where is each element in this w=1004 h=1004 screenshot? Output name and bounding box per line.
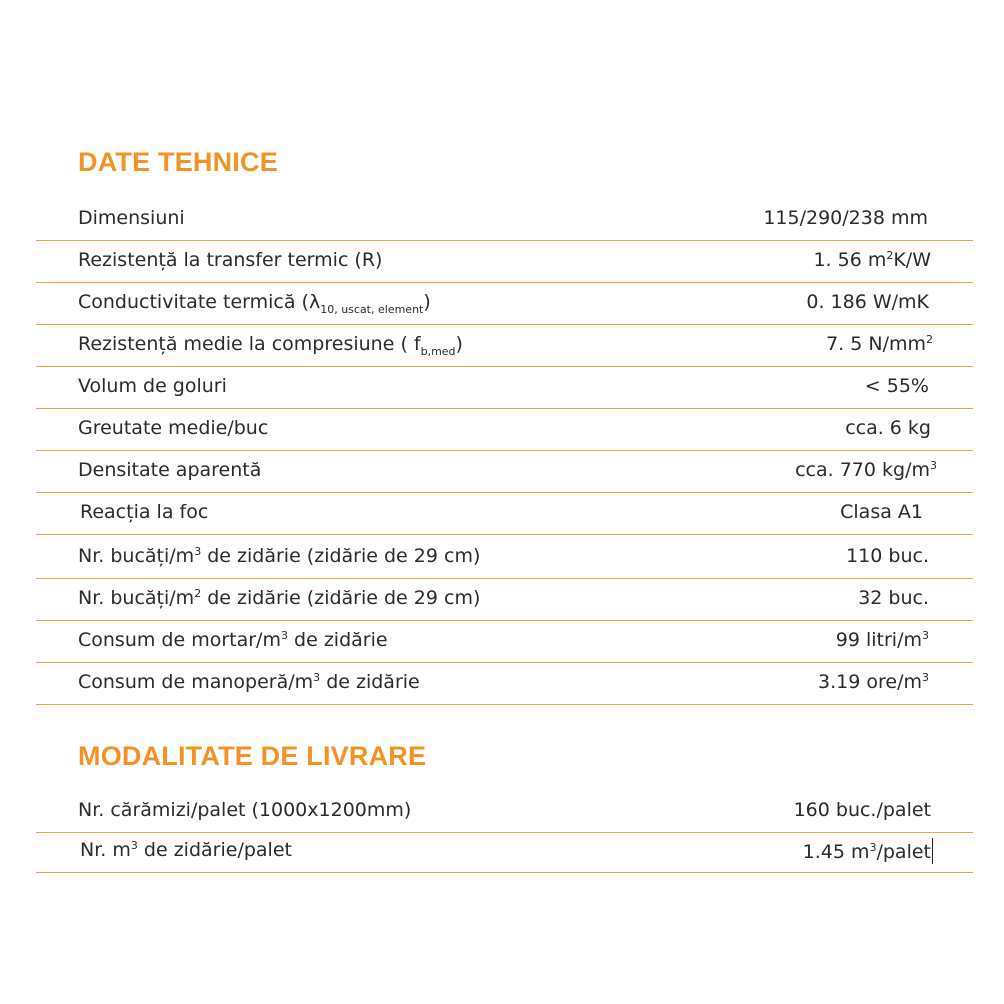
table-row [36,282,973,325]
label-superscript: 3 [313,671,321,684]
value-superscript: 2 [926,333,933,346]
value-main: 1.45 m [802,841,870,863]
value-superscript: 3 [869,841,877,854]
row-value: Clasa A1 [840,501,923,523]
label-main: Rezistență medie la compresiune ( f [78,333,421,355]
row-value: 0. 186 W/mK [806,291,929,313]
row-label: Nr. cărămizi/palet (1000x1200mm) [78,799,412,821]
value-superscript: 3 [922,629,929,642]
label-main: Conductivitate termică (λ [78,291,321,313]
table-row [36,324,973,367]
value-main: 99 litri/m [835,629,922,651]
row-value: < 55% [864,375,929,397]
table-row [36,240,973,283]
label-tail: de zidărie (zidărie de 29 cm) [201,545,481,567]
row-label: Greutate medie/buc [78,417,269,439]
label-main: Nr. m [80,839,131,861]
row-label [78,628,388,652]
label-subscript: 10, uscat, element [320,303,424,316]
value-main: 7. 5 N/mm [826,333,926,355]
row-value: 32 buc. [858,587,929,609]
row-label [80,838,292,862]
value-superscript: 2 [886,249,894,262]
label-tail: ) [455,333,463,355]
label-main: Nr. bucăți/m [78,545,195,567]
label-tail: de zidărie [320,671,420,693]
table-row [36,536,973,579]
row-label [78,290,431,314]
label-superscript: 3 [130,839,138,852]
value-main: 3.19 ore/m [818,671,922,693]
row-value [818,670,929,694]
label-main: Consum de manoperă/m [78,671,314,693]
value-tail: K/W [893,249,931,271]
label-main: Nr. bucăți/m [78,587,195,609]
row-value: 115/290/238 mm [763,207,928,229]
row-label [78,670,420,694]
row-label: Reacția la foc [80,501,209,523]
row-label: Volum de goluri [78,375,227,397]
row-label [78,332,463,356]
table-row [36,198,973,241]
table-row [36,790,973,833]
row-label: Rezistență la transfer termic (R) [78,249,383,271]
table-row [36,408,973,451]
row-value [813,248,931,272]
row-value: 110 buc. [846,545,929,567]
row-value [826,332,933,356]
section-title-delivery: MODALITATE DE LIVRARE [78,741,427,771]
row-value [803,838,933,864]
label-tail: ) [423,291,431,313]
value-main: 1. 56 m [813,249,887,271]
label-superscript: 3 [194,545,202,558]
row-value: cca. 6 kg [845,417,931,439]
value-main: cca. 770 kg/m [795,459,930,481]
label-superscript: 3 [280,629,288,642]
label-main: Consum de mortar/m [78,629,281,651]
text-cursor [932,838,933,864]
row-label: Densitate aparentă [78,459,262,481]
row-label [78,586,480,610]
table-row [36,620,973,663]
row-label: Dimensiuni [78,207,185,229]
table-row [36,662,973,705]
row-value: 160 buc./palet [793,799,931,821]
table-row [36,366,973,409]
value-superscript: 3 [930,459,937,472]
table-row [36,578,973,621]
label-tail: de zidărie/palet [137,839,292,861]
table-row [36,830,973,873]
label-tail: de zidărie [287,629,388,651]
section-title-technical: DATE TEHNICE [78,147,278,177]
row-value [795,458,937,482]
row-label [78,544,480,568]
table-row [36,450,973,493]
label-superscript: 2 [194,587,202,600]
row-value [836,628,929,652]
value-tail: /palet [876,841,931,863]
value-superscript: 3 [922,671,929,684]
label-tail: de zidărie (zidărie de 29 cm) [201,587,481,609]
label-subscript: b,med [420,345,456,358]
table-row [36,492,973,535]
